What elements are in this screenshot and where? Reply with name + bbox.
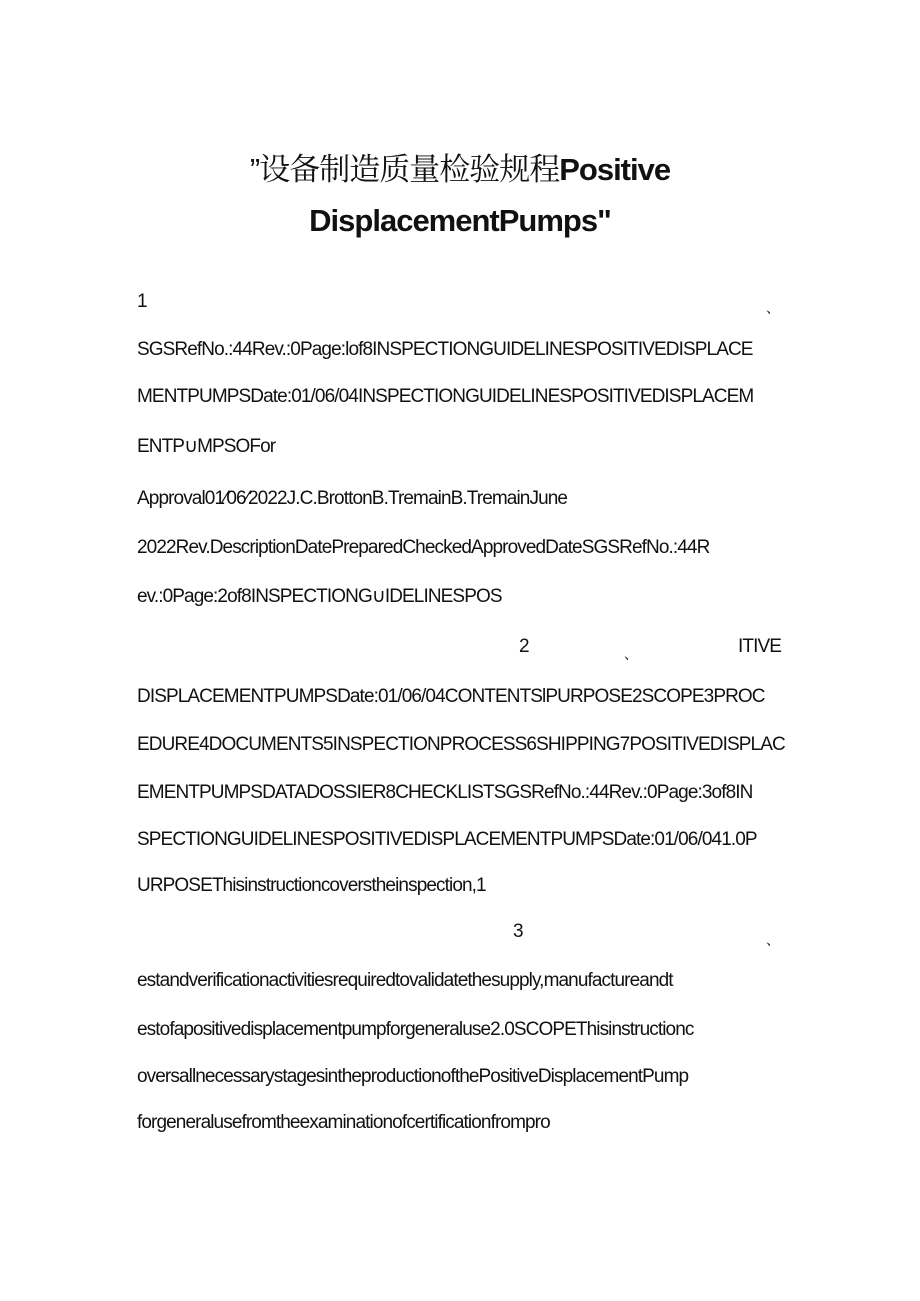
page-mark-1: 、 xyxy=(766,300,780,316)
body-line: oversallnecessarystagesintheproductionofthePositiveDisplacementPump xyxy=(137,1066,689,1087)
document-title-line-1 xyxy=(0,144,920,189)
body-line: URPOSEThisinstructioncoverstheinspection,1 xyxy=(137,875,486,896)
body-line: ev.:0Page:2of8INSPECTIONG∪IDELINESPOS xyxy=(137,586,502,607)
title-english-part: Positive xyxy=(559,152,671,187)
body-line: ENTP∪MPSOFor xyxy=(137,436,276,457)
body-line: estofapositivedisplacementpumpforgeneraluse2.0SCOPEThisinstructionc xyxy=(137,1019,694,1040)
body-line: EMENTPUMPSDATADOSSIER8CHECKLISTSGSRefNo.:44Rev.:0Page:3of8IN xyxy=(137,782,753,803)
body-line: MENTPUMPSDate:01/06/04INSPECTIONGUIDELINESPOSITIVEDISPLACEM xyxy=(137,386,754,407)
body-line: SGSRefNo.:44Rev.:0Page:lof8INSPECTIONGUIDELINESPOSITIVEDISPLACE xyxy=(137,339,753,360)
body-line: DISPLACEMENTPUMPSDate:01/06/04CONTENTSlPURPOSE2SCOPE3PROC xyxy=(137,686,765,707)
document-title-line-2: DisplacementPumps" xyxy=(309,203,611,238)
body-line: 2022Rev.DescriptionDatePreparedCheckedApprovedDateSGSRefNo.:44R xyxy=(137,537,710,558)
page-mark-3: 、 xyxy=(766,932,780,948)
body-line: SPECTIONGUIDELINESPOSITIVEDISPLACEMENTPUMPSDate:01/06/041.0P xyxy=(137,829,757,850)
page-number-1: 1 xyxy=(137,291,148,312)
body-line: estandverificationactivitiesrequiredtovalidatethesupply,manufactureandt xyxy=(137,970,673,991)
page-mark-2: 、 xyxy=(624,646,638,662)
page-2-tail-text: ITIVE xyxy=(738,636,782,657)
title-chinese-prefix: ”设备制造质量检验规程 xyxy=(249,152,560,187)
body-line: EDURE4DOCUMENTS5INSPECTIONPROCESS6SHIPPING7POSITIVEDISPLAC xyxy=(137,734,785,755)
page-number-3: 3 xyxy=(513,921,524,942)
body-line: Approval01⁄06⁄2022J.C.BrottonB.TremainB.TremainJune xyxy=(137,488,568,509)
page-number-2: 2 xyxy=(519,636,530,657)
body-line: forgeneralusefromtheexaminationofcertificationfrompro xyxy=(137,1112,550,1133)
